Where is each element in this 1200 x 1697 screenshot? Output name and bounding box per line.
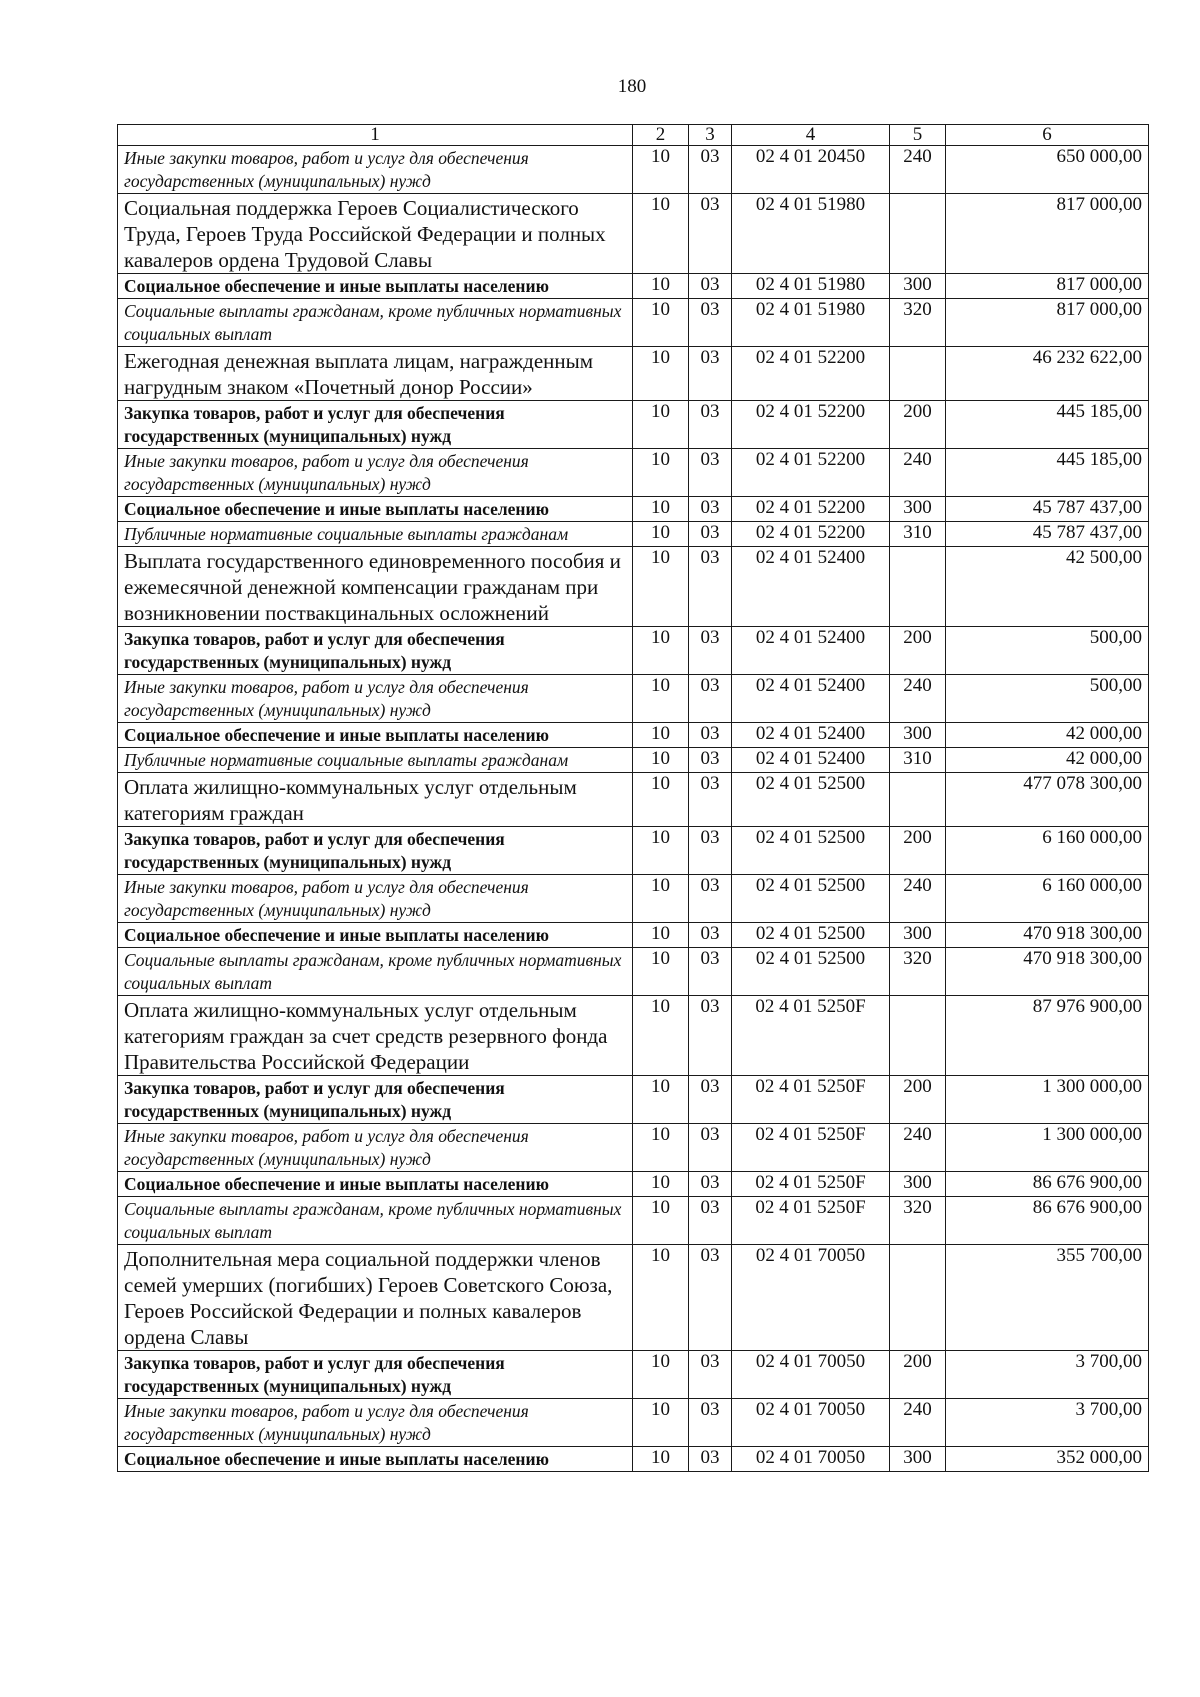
row-name-cell: Социальные выплаты гражданам, кроме публичных нормативных социальных выплат: [118, 299, 633, 347]
row-expense-type-cell: 300: [890, 1172, 946, 1197]
row-expense-type-cell: 320: [890, 948, 946, 996]
row-subsection-cell: 03: [689, 723, 732, 748]
row-section-cell: 10: [633, 627, 689, 675]
row-expense-type-cell: 310: [890, 748, 946, 773]
row-amount-cell: 45 787 437,00: [946, 522, 1149, 547]
table-row: [118, 497, 1149, 522]
table-row: [118, 923, 1149, 948]
row-expense-type-cell: [890, 347, 946, 401]
row-name-cell: Иные закупки товаров, работ и услуг для обеспечения государственных (муниципальных) нужд: [118, 675, 633, 723]
row-subsection-cell: 03: [689, 1124, 732, 1172]
row-section-cell: 10: [633, 875, 689, 923]
table-row: [118, 1447, 1149, 1472]
row-section-cell: 10: [633, 675, 689, 723]
row-expense-type-cell: 320: [890, 299, 946, 347]
header-col-5: 5: [890, 125, 946, 146]
table-row: [118, 347, 1149, 401]
row-target-article-cell: 02 4 01 51980: [732, 274, 890, 299]
row-expense-type-cell: 200: [890, 1076, 946, 1124]
row-target-article-cell: 02 4 01 70050: [732, 1399, 890, 1447]
row-section-cell: 10: [633, 449, 689, 497]
budget-table: [117, 124, 1149, 1472]
row-expense-type-cell: 300: [890, 723, 946, 748]
row-name-cell: Социальные выплаты гражданам, кроме публичных нормативных социальных выплат: [118, 1197, 633, 1245]
row-target-article-cell: 02 4 01 51980: [732, 194, 890, 274]
row-amount-cell: 355 700,00: [946, 1245, 1149, 1351]
row-name-cell: Социальное обеспечение и иные выплаты населению: [118, 923, 633, 948]
table-row: [118, 948, 1149, 996]
row-subsection-cell: 03: [689, 1245, 732, 1351]
row-amount-cell: 46 232 622,00: [946, 347, 1149, 401]
table-row: [118, 449, 1149, 497]
row-section-cell: 10: [633, 1172, 689, 1197]
row-section-cell: 10: [633, 1197, 689, 1245]
row-name-cell: Социальные выплаты гражданам, кроме публичных нормативных социальных выплат: [118, 948, 633, 996]
row-amount-cell: 86 676 900,00: [946, 1172, 1149, 1197]
row-section-cell: 10: [633, 996, 689, 1076]
row-amount-cell: 42 500,00: [946, 547, 1149, 627]
row-section-cell: 10: [633, 194, 689, 274]
table-row: [118, 1076, 1149, 1124]
row-name-cell: Дополнительная мера социальной поддержки членов семей умерших (погибших) Героев Советского Союза, Героев Российской Федерации и полных кавалеров ордена Славы: [118, 1245, 633, 1351]
row-expense-type-cell: 240: [890, 449, 946, 497]
row-amount-cell: 470 918 300,00: [946, 923, 1149, 948]
row-name-cell: Оплата жилищно-коммунальных услуг отдельным категориям граждан за счет средств резервного фонда Правительства Российской Федерации: [118, 996, 633, 1076]
row-subsection-cell: 03: [689, 401, 732, 449]
row-name-cell: Закупка товаров, работ и услуг для обеспечения государственных (муниципальных) нужд: [118, 1351, 633, 1399]
row-subsection-cell: 03: [689, 522, 732, 547]
row-expense-type-cell: [890, 996, 946, 1076]
row-target-article-cell: 02 4 01 52200: [732, 401, 890, 449]
row-amount-cell: 470 918 300,00: [946, 948, 1149, 996]
table-row: [118, 522, 1149, 547]
row-expense-type-cell: 200: [890, 827, 946, 875]
row-section-cell: 10: [633, 146, 689, 194]
row-amount-cell: 42 000,00: [946, 748, 1149, 773]
row-expense-type-cell: 300: [890, 497, 946, 522]
row-name-cell: Иные закупки товаров, работ и услуг для обеспечения государственных (муниципальных) нужд: [118, 1124, 633, 1172]
row-expense-type-cell: 310: [890, 522, 946, 547]
row-target-article-cell: 02 4 01 52200: [732, 449, 890, 497]
header-col-2: 2: [633, 125, 689, 146]
row-target-article-cell: 02 4 01 52400: [732, 627, 890, 675]
table-row: [118, 996, 1149, 1076]
row-target-article-cell: 02 4 01 5250F: [732, 996, 890, 1076]
row-name-cell: Социальное обеспечение и иные выплаты населению: [118, 1172, 633, 1197]
row-target-article-cell: 02 4 01 70050: [732, 1245, 890, 1351]
row-target-article-cell: 02 4 01 52500: [732, 827, 890, 875]
row-amount-cell: 817 000,00: [946, 194, 1149, 274]
row-subsection-cell: 03: [689, 675, 732, 723]
row-name-cell: Закупка товаров, работ и услуг для обеспечения государственных (муниципальных) нужд: [118, 401, 633, 449]
table-row: [118, 1124, 1149, 1172]
row-target-article-cell: 02 4 01 5250F: [732, 1076, 890, 1124]
row-name-cell: Социальное обеспечение и иные выплаты населению: [118, 1447, 633, 1472]
row-target-article-cell: 02 4 01 70050: [732, 1447, 890, 1472]
row-section-cell: 10: [633, 723, 689, 748]
row-name-cell: Оплата жилищно-коммунальных услуг отдельным категориям граждан: [118, 773, 633, 827]
row-section-cell: 10: [633, 547, 689, 627]
row-subsection-cell: 03: [689, 996, 732, 1076]
row-section-cell: 10: [633, 1076, 689, 1124]
row-section-cell: 10: [633, 401, 689, 449]
table-body: [118, 146, 1149, 1472]
table-row: [118, 827, 1149, 875]
row-name-cell: Выплата государственного единовременного пособия и ежемесячной денежной компенсации гражданам при возникновении поствакцинальных осложнений: [118, 547, 633, 627]
row-amount-cell: 3 700,00: [946, 1399, 1149, 1447]
row-name-cell: Социальное обеспечение и иные выплаты населению: [118, 723, 633, 748]
header-col-1: 1: [118, 125, 633, 146]
row-amount-cell: 42 000,00: [946, 723, 1149, 748]
row-name-cell: Социальное обеспечение и иные выплаты населению: [118, 497, 633, 522]
table-row: [118, 1197, 1149, 1245]
row-section-cell: 10: [633, 347, 689, 401]
table-row: [118, 299, 1149, 347]
row-section-cell: 10: [633, 1245, 689, 1351]
row-section-cell: 10: [633, 923, 689, 948]
row-target-article-cell: 02 4 01 52400: [732, 723, 890, 748]
table-row: [118, 1245, 1149, 1351]
row-expense-type-cell: [890, 773, 946, 827]
row-amount-cell: 817 000,00: [946, 274, 1149, 299]
row-section-cell: 10: [633, 1447, 689, 1472]
row-amount-cell: 445 185,00: [946, 401, 1149, 449]
row-amount-cell: 1 300 000,00: [946, 1124, 1149, 1172]
row-target-article-cell: 02 4 01 51980: [732, 299, 890, 347]
row-subsection-cell: 03: [689, 1399, 732, 1447]
row-expense-type-cell: 200: [890, 401, 946, 449]
table-row: [118, 274, 1149, 299]
row-amount-cell: 817 000,00: [946, 299, 1149, 347]
row-subsection-cell: 03: [689, 875, 732, 923]
table-row: [118, 675, 1149, 723]
row-subsection-cell: 03: [689, 299, 732, 347]
row-target-article-cell: 02 4 01 20450: [732, 146, 890, 194]
row-subsection-cell: 03: [689, 449, 732, 497]
row-expense-type-cell: [890, 547, 946, 627]
row-target-article-cell: 02 4 01 52400: [732, 675, 890, 723]
header-col-4: 4: [732, 125, 890, 146]
row-name-cell: Ежегодная денежная выплата лицам, награжденным нагрудным знаком «Почетный донор России»: [118, 347, 633, 401]
table-row: [118, 1399, 1149, 1447]
row-subsection-cell: 03: [689, 1447, 732, 1472]
row-subsection-cell: 03: [689, 547, 732, 627]
row-amount-cell: 86 676 900,00: [946, 1197, 1149, 1245]
row-name-cell: Закупка товаров, работ и услуг для обеспечения государственных (муниципальных) нужд: [118, 1076, 633, 1124]
table-header-row: [118, 125, 1149, 146]
row-section-cell: 10: [633, 1351, 689, 1399]
row-section-cell: 10: [633, 299, 689, 347]
row-section-cell: 10: [633, 1124, 689, 1172]
row-expense-type-cell: [890, 194, 946, 274]
row-expense-type-cell: 240: [890, 1399, 946, 1447]
row-section-cell: 10: [633, 274, 689, 299]
row-target-article-cell: 02 4 01 52500: [732, 773, 890, 827]
row-subsection-cell: 03: [689, 1172, 732, 1197]
row-subsection-cell: 03: [689, 1076, 732, 1124]
row-amount-cell: 45 787 437,00: [946, 497, 1149, 522]
table-row: [118, 146, 1149, 194]
row-target-article-cell: 02 4 01 52500: [732, 875, 890, 923]
row-amount-cell: 650 000,00: [946, 146, 1149, 194]
table-row: [118, 547, 1149, 627]
row-subsection-cell: 03: [689, 627, 732, 675]
row-section-cell: 10: [633, 773, 689, 827]
row-section-cell: 10: [633, 748, 689, 773]
row-subsection-cell: 03: [689, 827, 732, 875]
row-expense-type-cell: 300: [890, 1447, 946, 1472]
row-amount-cell: 445 185,00: [946, 449, 1149, 497]
row-subsection-cell: 03: [689, 748, 732, 773]
row-section-cell: 10: [633, 948, 689, 996]
row-amount-cell: 87 976 900,00: [946, 996, 1149, 1076]
row-expense-type-cell: 240: [890, 675, 946, 723]
row-name-cell: Социальное обеспечение и иные выплаты населению: [118, 274, 633, 299]
table-row: [118, 401, 1149, 449]
row-subsection-cell: 03: [689, 274, 732, 299]
row-target-article-cell: 02 4 01 52400: [732, 748, 890, 773]
row-target-article-cell: 02 4 01 5250F: [732, 1197, 890, 1245]
row-subsection-cell: 03: [689, 1351, 732, 1399]
row-subsection-cell: 03: [689, 497, 732, 522]
row-section-cell: 10: [633, 497, 689, 522]
row-amount-cell: 1 300 000,00: [946, 1076, 1149, 1124]
row-target-article-cell: 02 4 01 52500: [732, 923, 890, 948]
row-section-cell: 10: [633, 827, 689, 875]
header-col-6: 6: [946, 125, 1149, 146]
table-row: [118, 773, 1149, 827]
row-name-cell: Закупка товаров, работ и услуг для обеспечения государственных (муниципальных) нужд: [118, 627, 633, 675]
row-expense-type-cell: 300: [890, 274, 946, 299]
row-subsection-cell: 03: [689, 146, 732, 194]
row-amount-cell: 500,00: [946, 675, 1149, 723]
row-target-article-cell: 02 4 01 52200: [732, 497, 890, 522]
row-target-article-cell: 02 4 01 52200: [732, 522, 890, 547]
row-target-article-cell: 02 4 01 52200: [732, 347, 890, 401]
table-row: [118, 1172, 1149, 1197]
row-amount-cell: 6 160 000,00: [946, 827, 1149, 875]
table-row: [118, 723, 1149, 748]
row-target-article-cell: 02 4 01 52500: [732, 948, 890, 996]
header-col-3: 3: [689, 125, 732, 146]
row-subsection-cell: 03: [689, 347, 732, 401]
row-expense-type-cell: 300: [890, 923, 946, 948]
row-expense-type-cell: 240: [890, 875, 946, 923]
row-expense-type-cell: 200: [890, 627, 946, 675]
row-expense-type-cell: 240: [890, 146, 946, 194]
row-expense-type-cell: 200: [890, 1351, 946, 1399]
row-name-cell: Иные закупки товаров, работ и услуг для обеспечения государственных (муниципальных) нужд: [118, 449, 633, 497]
table-row: [118, 748, 1149, 773]
row-target-article-cell: 02 4 01 70050: [732, 1351, 890, 1399]
row-target-article-cell: 02 4 01 5250F: [732, 1124, 890, 1172]
row-section-cell: 10: [633, 1399, 689, 1447]
row-section-cell: 10: [633, 522, 689, 547]
row-subsection-cell: 03: [689, 1197, 732, 1245]
row-target-article-cell: 02 4 01 52400: [732, 547, 890, 627]
table-row: [118, 875, 1149, 923]
row-name-cell: Публичные нормативные социальные выплаты гражданам: [118, 522, 633, 547]
row-amount-cell: 6 160 000,00: [946, 875, 1149, 923]
row-name-cell: Иные закупки товаров, работ и услуг для обеспечения государственных (муниципальных) нужд: [118, 875, 633, 923]
row-subsection-cell: 03: [689, 923, 732, 948]
table-row: [118, 627, 1149, 675]
row-subsection-cell: 03: [689, 948, 732, 996]
row-expense-type-cell: 320: [890, 1197, 946, 1245]
row-amount-cell: 477 078 300,00: [946, 773, 1149, 827]
row-subsection-cell: 03: [689, 194, 732, 274]
row-expense-type-cell: 240: [890, 1124, 946, 1172]
row-name-cell: Иные закупки товаров, работ и услуг для обеспечения государственных (муниципальных) нужд: [118, 1399, 633, 1447]
row-amount-cell: 3 700,00: [946, 1351, 1149, 1399]
row-expense-type-cell: [890, 1245, 946, 1351]
row-subsection-cell: 03: [689, 773, 732, 827]
page-number: 180: [617, 76, 647, 97]
row-amount-cell: 500,00: [946, 627, 1149, 675]
row-amount-cell: 352 000,00: [946, 1447, 1149, 1472]
table-row: [118, 1351, 1149, 1399]
row-target-article-cell: 02 4 01 5250F: [732, 1172, 890, 1197]
row-name-cell: Иные закупки товаров, работ и услуг для обеспечения государственных (муниципальных) нужд: [118, 146, 633, 194]
table-row: [118, 194, 1149, 274]
row-name-cell: Социальная поддержка Героев Социалистического Труда, Героев Труда Российской Федерации и полных кавалеров ордена Трудовой Славы: [118, 194, 633, 274]
row-name-cell: Закупка товаров, работ и услуг для обеспечения государственных (муниципальных) нужд: [118, 827, 633, 875]
row-name-cell: Публичные нормативные социальные выплаты гражданам: [118, 748, 633, 773]
